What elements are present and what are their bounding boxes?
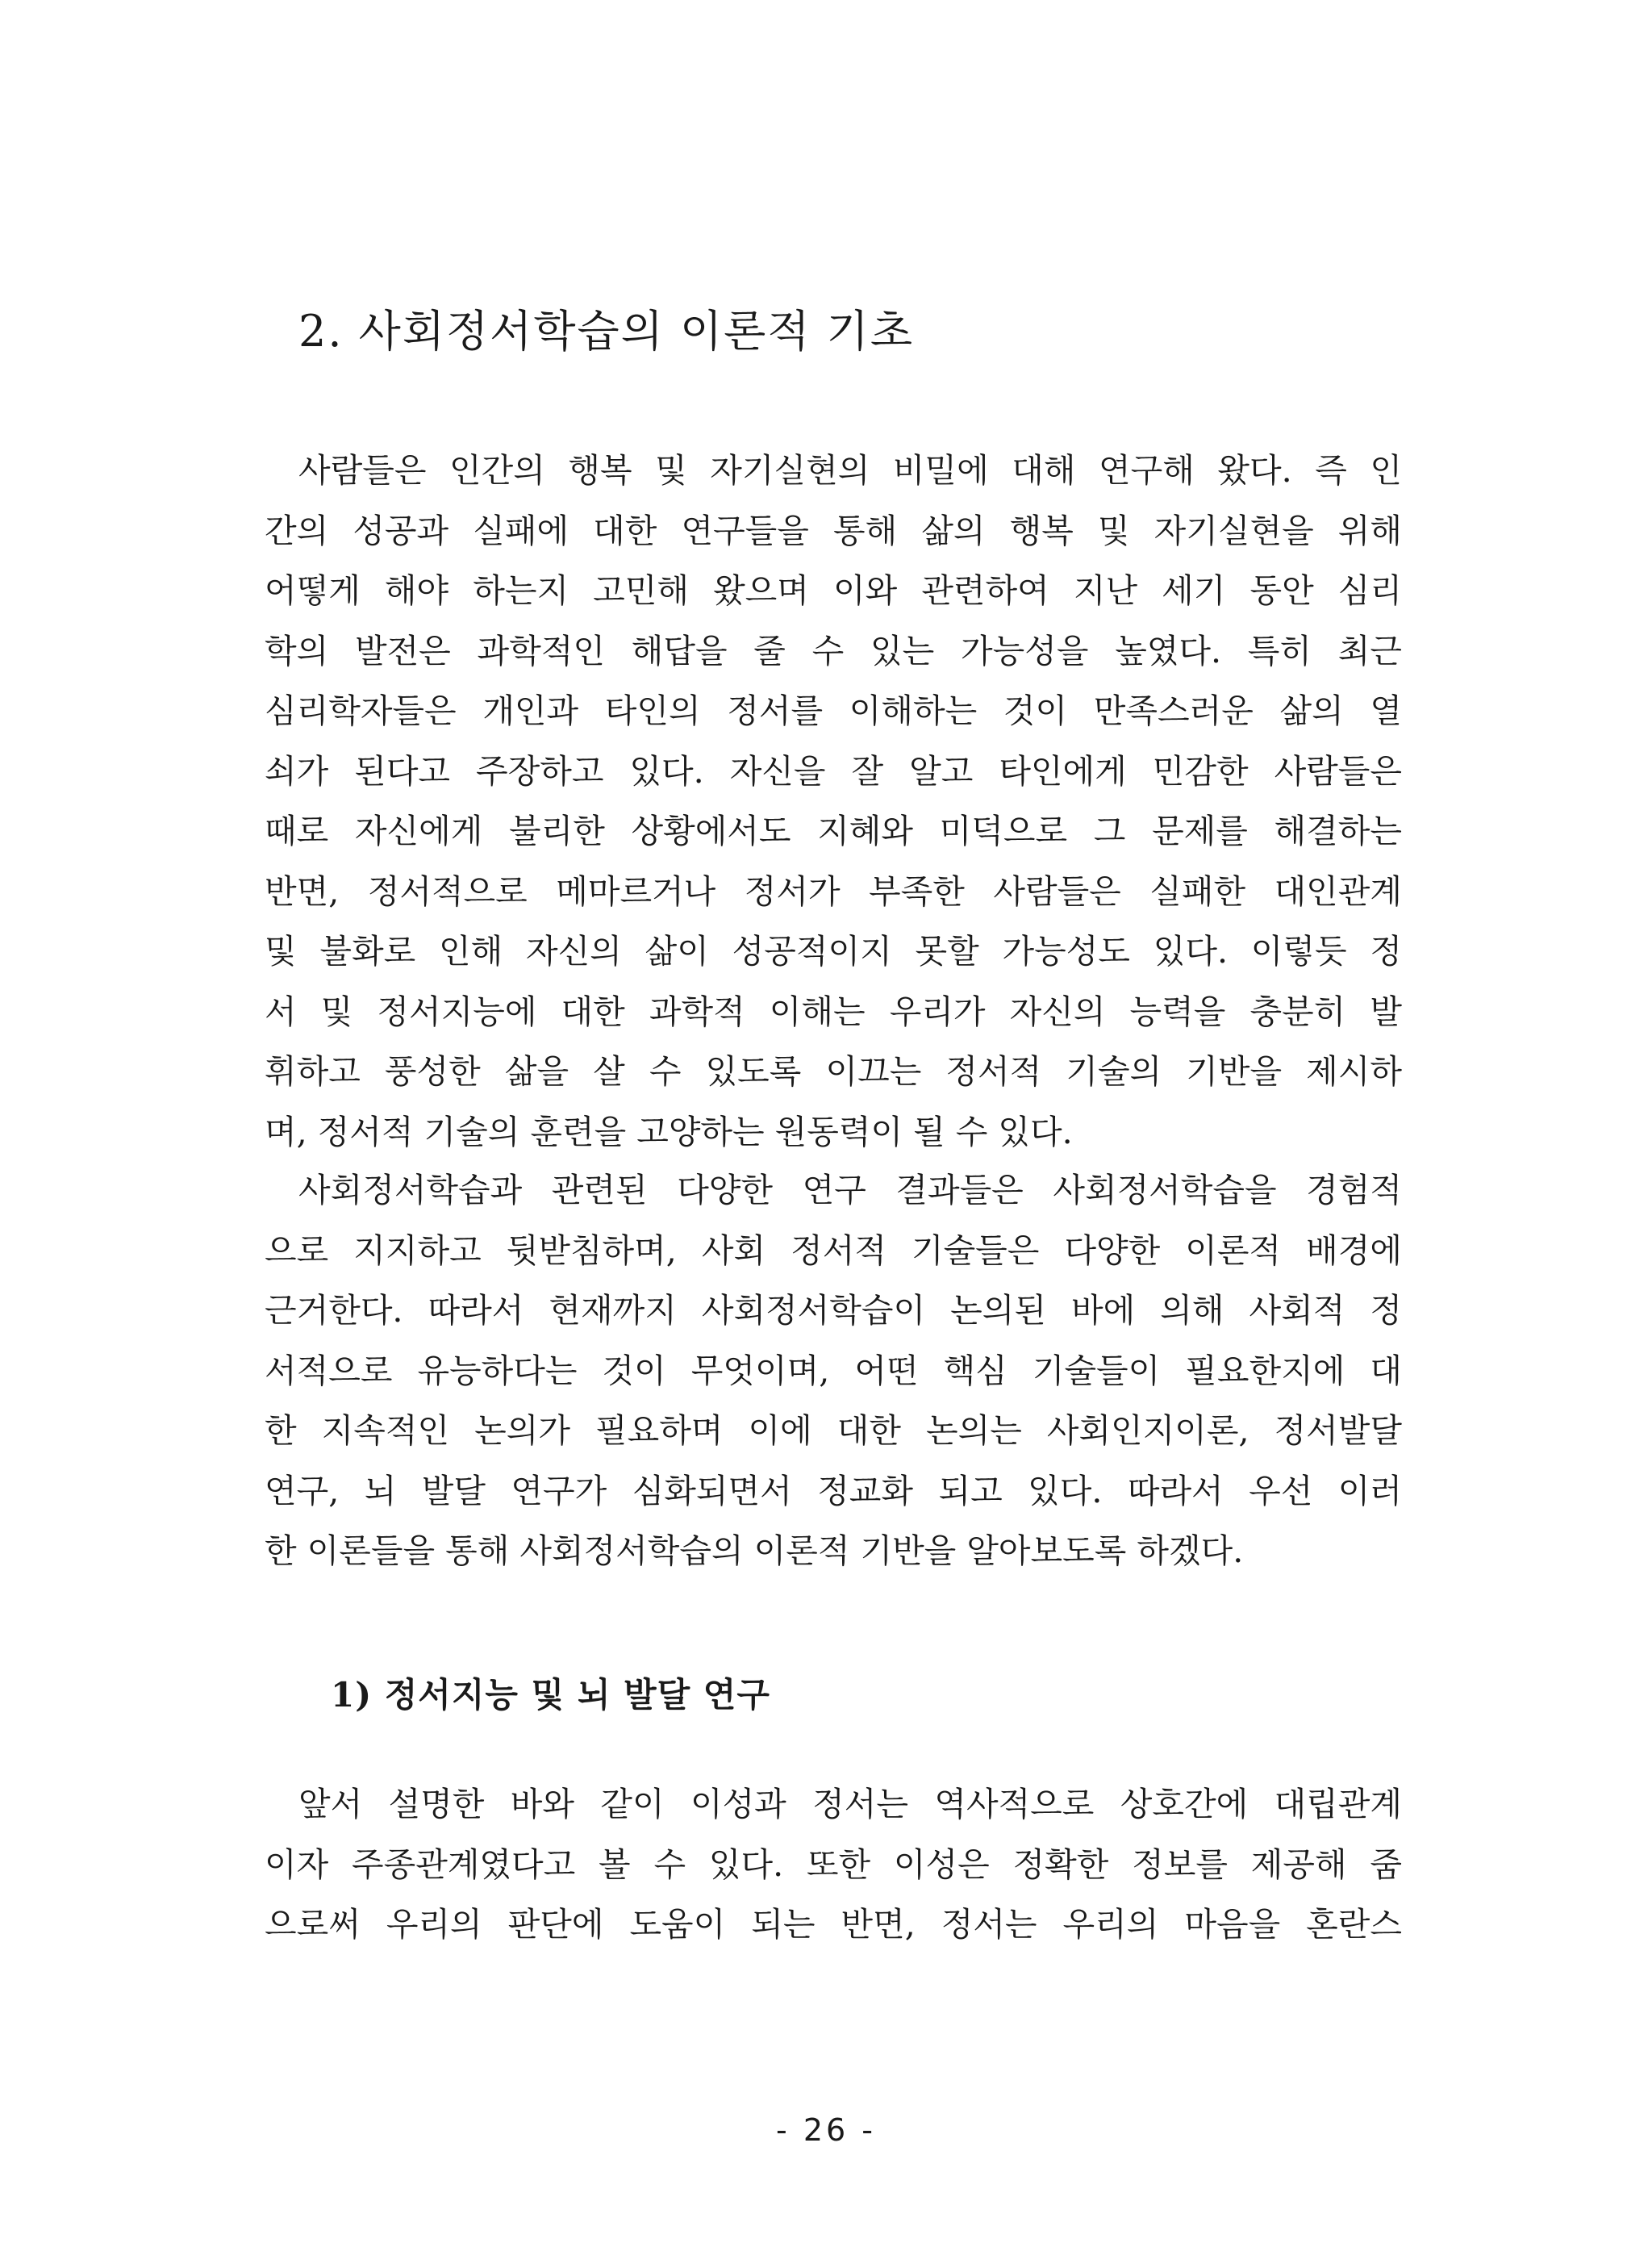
paragraph-line: 사람들은 인간의 행복 및 자기실현의 비밀에 대해 연구해 왔다. 즉 인	[298, 451, 1402, 490]
paragraph-line: 때로 자신에게 불리한 상황에서도 지혜와 미덕으로 그 문제를 해결하는	[265, 812, 1402, 850]
paragraph-line: 한 지속적인 논의가 필요하며 이에 대한 논의는 사회인지이론, 정서발달	[265, 1411, 1402, 1450]
paragraph-theory	[265, 1160, 1402, 1581]
section-title: 2. 사회정서학습의 이론적 기초	[298, 306, 914, 357]
paragraph-line: 반면, 정서적으로 메마르거나 정서가 부족한 사람들은 실패한 대인관계	[265, 871, 1402, 911]
paragraph-line: 심리학자들은 개인과 타인의 정서를 이해하는 것이 만족스러운 삶의 열	[265, 691, 1402, 730]
paragraph-intro	[265, 441, 1402, 1162]
paragraph-line: 며, 정서적 기술의 훈련을 고양하는 원동력이 될 수 있다.	[265, 1112, 1073, 1151]
paragraph-line: 어떻게 해야 하는지 고민해 왔으며 이와 관련하여 지난 세기 동안 심리	[265, 571, 1402, 610]
paragraph-line: 및 불화로 인해 자신의 삶이 성공적이지 못할 가능성도 있다. 이렇듯 정	[265, 932, 1402, 971]
paragraph-line: 사회정서학습과 관련된 다양한 연구 결과들은 사회정서학습을 경험적	[298, 1171, 1402, 1209]
paragraph-line: 으로써 우리의 판단에 도움이 되는 반면, 정서는 우리의 마음을 혼란스	[265, 1905, 1402, 1944]
paragraph-emotional-intelligence	[265, 1774, 1402, 1955]
paragraph-line: 휘하고 풍성한 삶을 살 수 있도록 이끄는 정서적 기술의 기반을 제시하	[265, 1052, 1402, 1091]
paragraph-line: 서 및 정서지능에 대한 과학적 이해는 우리가 자신의 능력을 충분히 발	[265, 992, 1402, 1031]
paragraph-line: 한 이론들을 통해 사회정서학습의 이론적 기반을 알아보도록 하겠다.	[265, 1531, 1244, 1570]
paragraph-line: 으로 지지하고 뒷받침하며, 사회 정서적 기술들은 다양한 이론적 배경에	[265, 1230, 1402, 1270]
paragraph-line: 서적으로 유능하다는 것이 무엇이며, 어떤 핵심 기술들이 필요한지에 대	[265, 1351, 1402, 1390]
paragraph-line: 이자 주종관계였다고 볼 수 있다. 또한 이성은 정확한 정보를 제공해 줌	[265, 1844, 1402, 1884]
page-number: - 26 -	[776, 2112, 876, 2148]
subsection-title: 1) 정서지능 및 뇌 발달 연구	[331, 1675, 770, 1715]
paragraph-line: 간의 성공과 실패에 대한 연구들을 통해 삶의 행복 및 자기실현을 위해	[265, 511, 1402, 550]
paragraph-line: 앞서 설명한 바와 같이 이성과 정서는 역사적으로 상호간에 대립관계	[298, 1785, 1402, 1823]
paragraph-line: 연구, 뇌 발달 연구가 심화되면서 정교화 되고 있다. 따라서 우선 이러	[265, 1471, 1402, 1510]
paragraph-line: 쇠가 된다고 주장하고 있다. 자신을 잘 알고 타인에게 민감한 사람들은	[265, 751, 1402, 791]
paragraph-line: 근거한다. 따라서 현재까지 사회정서학습이 논의된 바에 의해 사회적 정	[265, 1291, 1402, 1330]
paragraph-line: 학의 발전은 과학적인 해답을 줄 수 있는 가능성을 높였다. 특히 최근	[265, 631, 1402, 670]
